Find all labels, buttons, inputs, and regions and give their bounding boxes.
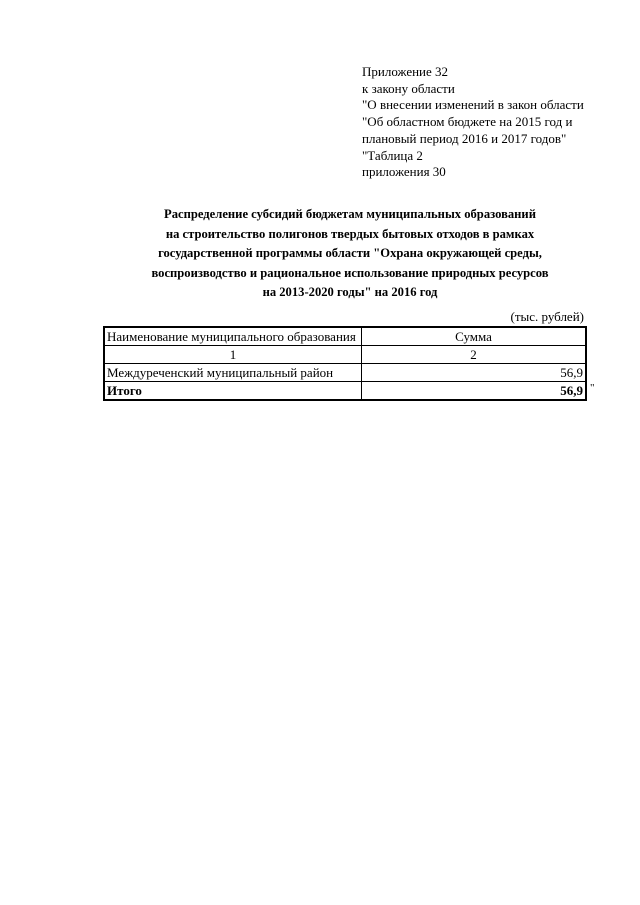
appendix-line: приложения 30: [362, 164, 446, 180]
closing-quote: ": [590, 382, 595, 394]
column-number: 1: [104, 346, 362, 364]
title-line: воспроизводство и рациональное использование природных ресурсов: [151, 265, 549, 280]
column-number: 2: [362, 346, 587, 364]
title-line: Распределение субсидий бюджетам муниципальных образований: [164, 207, 536, 221]
document-title: [100, 205, 600, 303]
header-name: Наименование муниципального образования: [104, 327, 362, 346]
municipality-name: Междуреченский муниципальный район: [104, 364, 362, 382]
appendix-line: "О внесении изменений в закон области: [362, 97, 584, 113]
header-sum: Сумма: [362, 327, 587, 346]
table-row: [104, 364, 586, 382]
column-number-row: [104, 346, 586, 364]
appendix-line: "Об областном бюджете на 2015 год и: [362, 114, 573, 130]
title-line: на строительство полигонов твердых бытовых отходов в рамках: [165, 226, 535, 241]
municipality-sum: 56,9: [362, 364, 587, 382]
total-row: [104, 382, 586, 401]
appendix-header: [362, 64, 584, 181]
total-sum: 56,9: [362, 382, 587, 401]
appendix-line: плановый период 2016 и 2017 годов": [362, 130, 567, 146]
table-header-row: [104, 327, 586, 346]
appendix-line: "Таблица 2: [362, 147, 423, 163]
appendix-line: Приложение 32: [362, 64, 449, 79]
title-line: государственной программы области "Охрана окружающей среды,: [158, 246, 542, 260]
title-line: на 2013-2020 годы" на 2016 год: [262, 285, 438, 299]
appendix-line: к закону области: [362, 80, 455, 96]
total-label: Итого: [104, 382, 362, 401]
subsidy-table: [103, 326, 587, 401]
units-label: (тыс. рублей): [510, 309, 584, 324]
